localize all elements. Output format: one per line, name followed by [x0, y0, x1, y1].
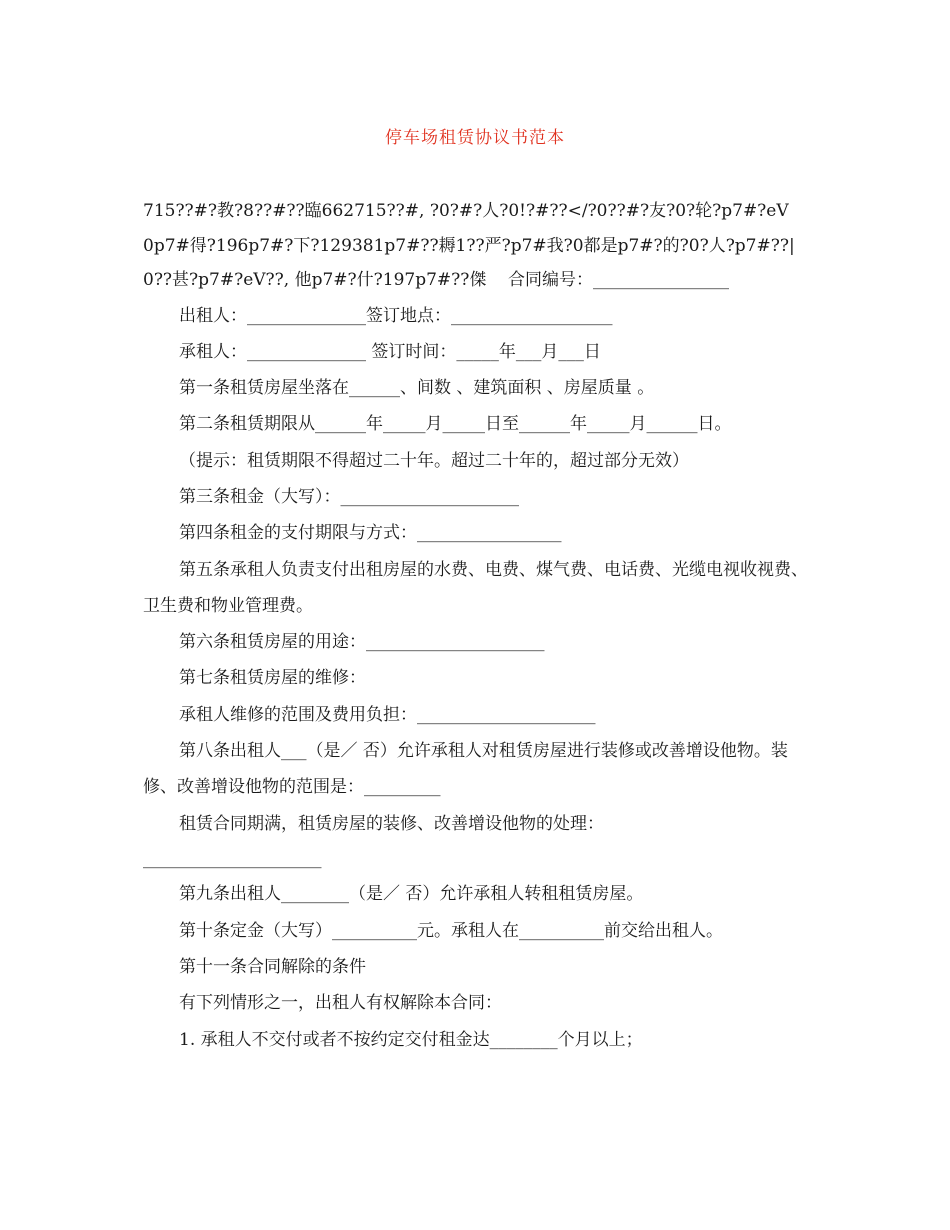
paragraph-article-9: 第九条出租人________（是／ 否）允许承租人转租租赁房屋。 [179, 884, 644, 905]
garbled-header-text: 715??#?教?8??#??臨662715??#, ?0?#?人?0!?#??</?0??#?友?0?轮?p7#?eV 0p7#得?196p7#?下?129381p7#??耨1??严?p7#我?0都是p7#?的?0?人?p7#??| 0??甚?p7#?eV??, 他p7#?什?197p7#??傑 合同编号：________________ [143, 201, 801, 290]
paragraph-lease-expiry: 租赁合同期满，租赁房屋的装修、改善增设他物的处理： [179, 813, 604, 834]
paragraph-article-3: 第三条租金（大写）：_____________________ [179, 486, 519, 507]
paragraph-article-6: 第六条租赁房屋的用途：_____________________ [179, 632, 545, 653]
paragraph-termination-intro: 有下列情形之一，出租人有权解除本合同： [179, 993, 502, 1014]
paragraph-article-7: 第七条租赁房屋的维修： [179, 668, 366, 689]
paragraph-article-10: 第十条定金（大写）__________元。承租人在__________前交给出租人。 [179, 920, 723, 941]
paragraph-article-2: 第二条租赁期限从______年_____月_____日至______年_____月______日。 [179, 414, 732, 435]
paragraph-article-1: 第一条租赁房屋坐落在______、间数 、建筑面积 、房屋质量 。 [179, 378, 655, 399]
blank-fill-line: _____________________ [143, 848, 322, 869]
document-title: 停车场租赁协议书范本 [385, 128, 565, 148]
paragraph-article-8: 第八条出租人___（是／ 否）允许承租人对租赁房屋进行装修或改善增设他物。装修、改善增设他物的范围是：_________ [143, 741, 788, 798]
paragraph-tip: （提示：租赁期限不得超过二十年。超过二十年的，超过部分无效） [179, 450, 689, 471]
paragraph-repair-scope: 承租人维修的范围及费用负担：_____________________ [179, 704, 596, 725]
paragraph-termination-item-1: 1. 承租人不交付或者不按约定交付租金达________个月以上； [179, 1029, 643, 1050]
paragraph-article-4: 第四条租金的支付期限与方式：_________________ [179, 523, 562, 544]
paragraph-article-11: 第十一条合同解除的条件 [179, 957, 366, 978]
paragraph-article-5: 第五条承租人负责支付出租房屋的水费、电费、煤气费、电话费、光缆电视收视费、卫生费和物业管理费。 [143, 559, 808, 616]
document-body [143, 194, 808, 1058]
paragraph-lessor-signing-place: 出租人：______________签订地点：___________________ [179, 305, 613, 326]
paragraph-lessee-signing-time: 承租人：______________ 签订时间：_____年___月___日 [179, 341, 601, 362]
